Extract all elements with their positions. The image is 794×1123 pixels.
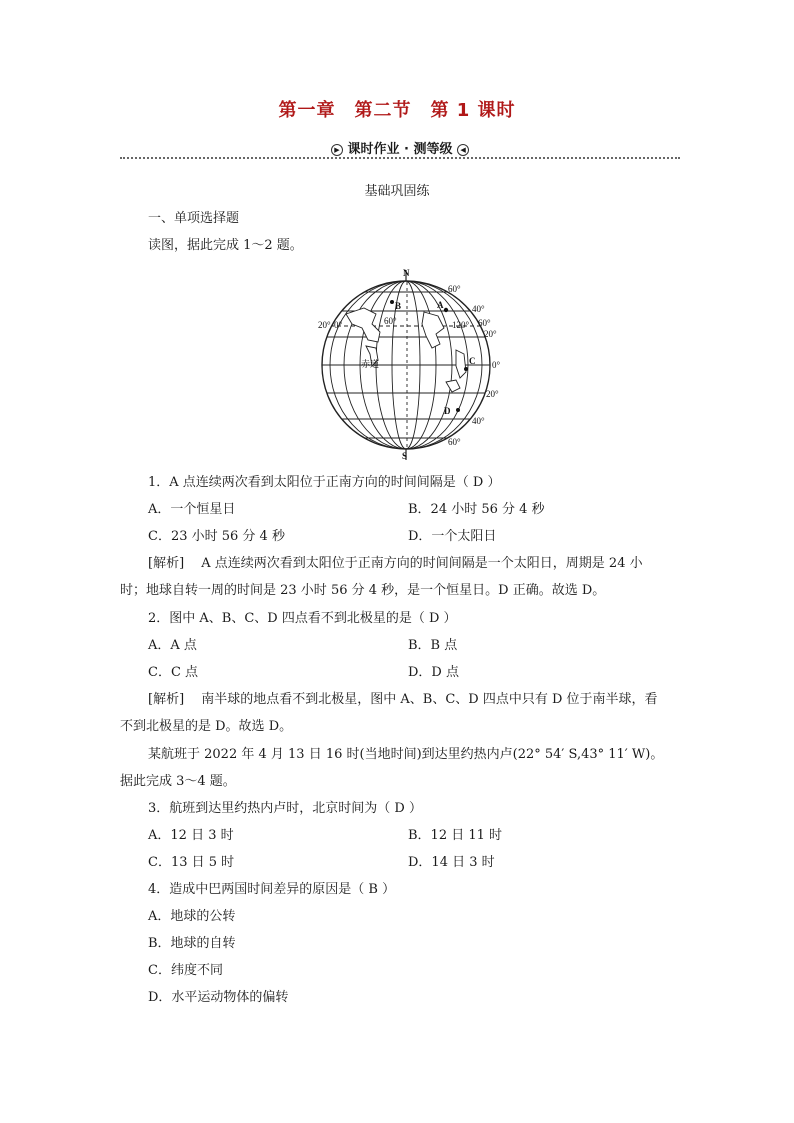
arrow-left-icon: ◀ — [457, 144, 469, 156]
point-a — [444, 308, 448, 312]
label-lat60n-r: 60° — [478, 318, 491, 328]
label-lon0: 0° — [334, 320, 343, 330]
option-b: B．12 日 11 时 — [408, 828, 503, 843]
question-stem: 4．造成中巴两国时间差异的原因是（ B ） — [148, 882, 396, 897]
analysis-line: [解析] 南半球的地点看不到北极星，图中 A、B、C、D 四点中只有 D 位于南半球，看 — [148, 692, 658, 707]
option-a: A．12 日 3 时 — [148, 828, 234, 843]
option-b: B．地球的自转 — [148, 936, 236, 951]
point-c — [464, 367, 468, 371]
label-lon120: 120° — [452, 320, 470, 330]
label-lat20n-l: 20° — [318, 320, 331, 330]
arrow-right-icon: ▶ — [331, 144, 343, 156]
analysis-line: 不到北极星的是 D。故选 D。 — [120, 719, 293, 734]
option-d: D．D 点 — [408, 665, 459, 680]
option-d: D．14 日 3 时 — [408, 855, 495, 870]
dotted-divider — [120, 157, 680, 159]
analysis-line: 时；地球自转一周的时间是 23 小时 56 分 4 秒，是一个恒星日。D 正确。故选 D。 — [120, 583, 606, 598]
label-lon60: 60° — [384, 316, 397, 326]
label-s: S — [402, 451, 408, 461]
section-title: 基础巩固练 — [364, 184, 430, 199]
label-lat0: 0° — [492, 360, 501, 370]
question-stem: 3．航班到达里约热内卢时，北京时间为（ D ） — [148, 801, 422, 816]
label-n: N — [403, 268, 410, 278]
label-a: A — [437, 300, 444, 310]
label-lat60n: 60° — [448, 284, 461, 294]
option-c: C．23 小时 56 分 4 秒 — [148, 529, 285, 544]
option-b: B．24 小时 56 分 4 秒 — [408, 502, 545, 517]
question-stem: 2．图中 A、B、C、D 四点看不到北极星的是（ D ） — [148, 611, 457, 626]
intro-text: 读图，据此完成 1～2 题。 — [148, 238, 303, 253]
label-lat40s: 40° — [472, 416, 485, 426]
option-a: A．A 点 — [148, 638, 197, 653]
label-lat20s: 20° — [486, 389, 499, 399]
option-c: C．C 点 — [148, 665, 199, 680]
point-d — [456, 408, 460, 412]
option-a: A．一个恒星日 — [148, 502, 236, 517]
option-d: D．水平运动物体的偏转 — [148, 990, 289, 1005]
label-b: B — [395, 301, 402, 311]
intro-text: 据此完成 3～4 题。 — [120, 774, 236, 789]
label-equator: 赤道 — [361, 359, 380, 369]
option-a: A．地球的公转 — [148, 909, 236, 924]
point-b — [390, 300, 394, 304]
option-b: B．B 点 — [408, 638, 458, 653]
page-title: 第一章 第二节 第 1 课时 — [278, 100, 516, 121]
option-c: C．13 日 5 时 — [148, 855, 235, 870]
label-lat40n: 40° — [472, 304, 485, 314]
analysis-line: [解析] A 点连续两次看到太阳位于正南方向的时间间隔是一个太阳日，周期是 24 小 — [148, 556, 643, 571]
option-c: C．纬度不同 — [148, 963, 223, 978]
label-lat60s: 60° — [448, 437, 461, 447]
option-d: D．一个太阳日 — [408, 529, 497, 544]
part-heading: 一、单项选择题 — [148, 211, 240, 226]
label-c: C — [469, 356, 476, 366]
label-d: D — [444, 406, 451, 416]
banner-label: 课时作业 · 测等级 — [347, 142, 453, 157]
globe-figure — [306, 262, 506, 462]
homework-banner — [120, 138, 680, 160]
intro-text: 某航班于 2022 年 4 月 13 日 16 时(当地时间)到达里约热内卢(22° 54′ S,43° 11′ W)。 — [148, 747, 664, 762]
question-stem: 1．A 点连续两次看到太阳位于正南方向的时间间隔是（ D ） — [148, 475, 501, 490]
label-lat20n-r: 20° — [484, 329, 497, 339]
